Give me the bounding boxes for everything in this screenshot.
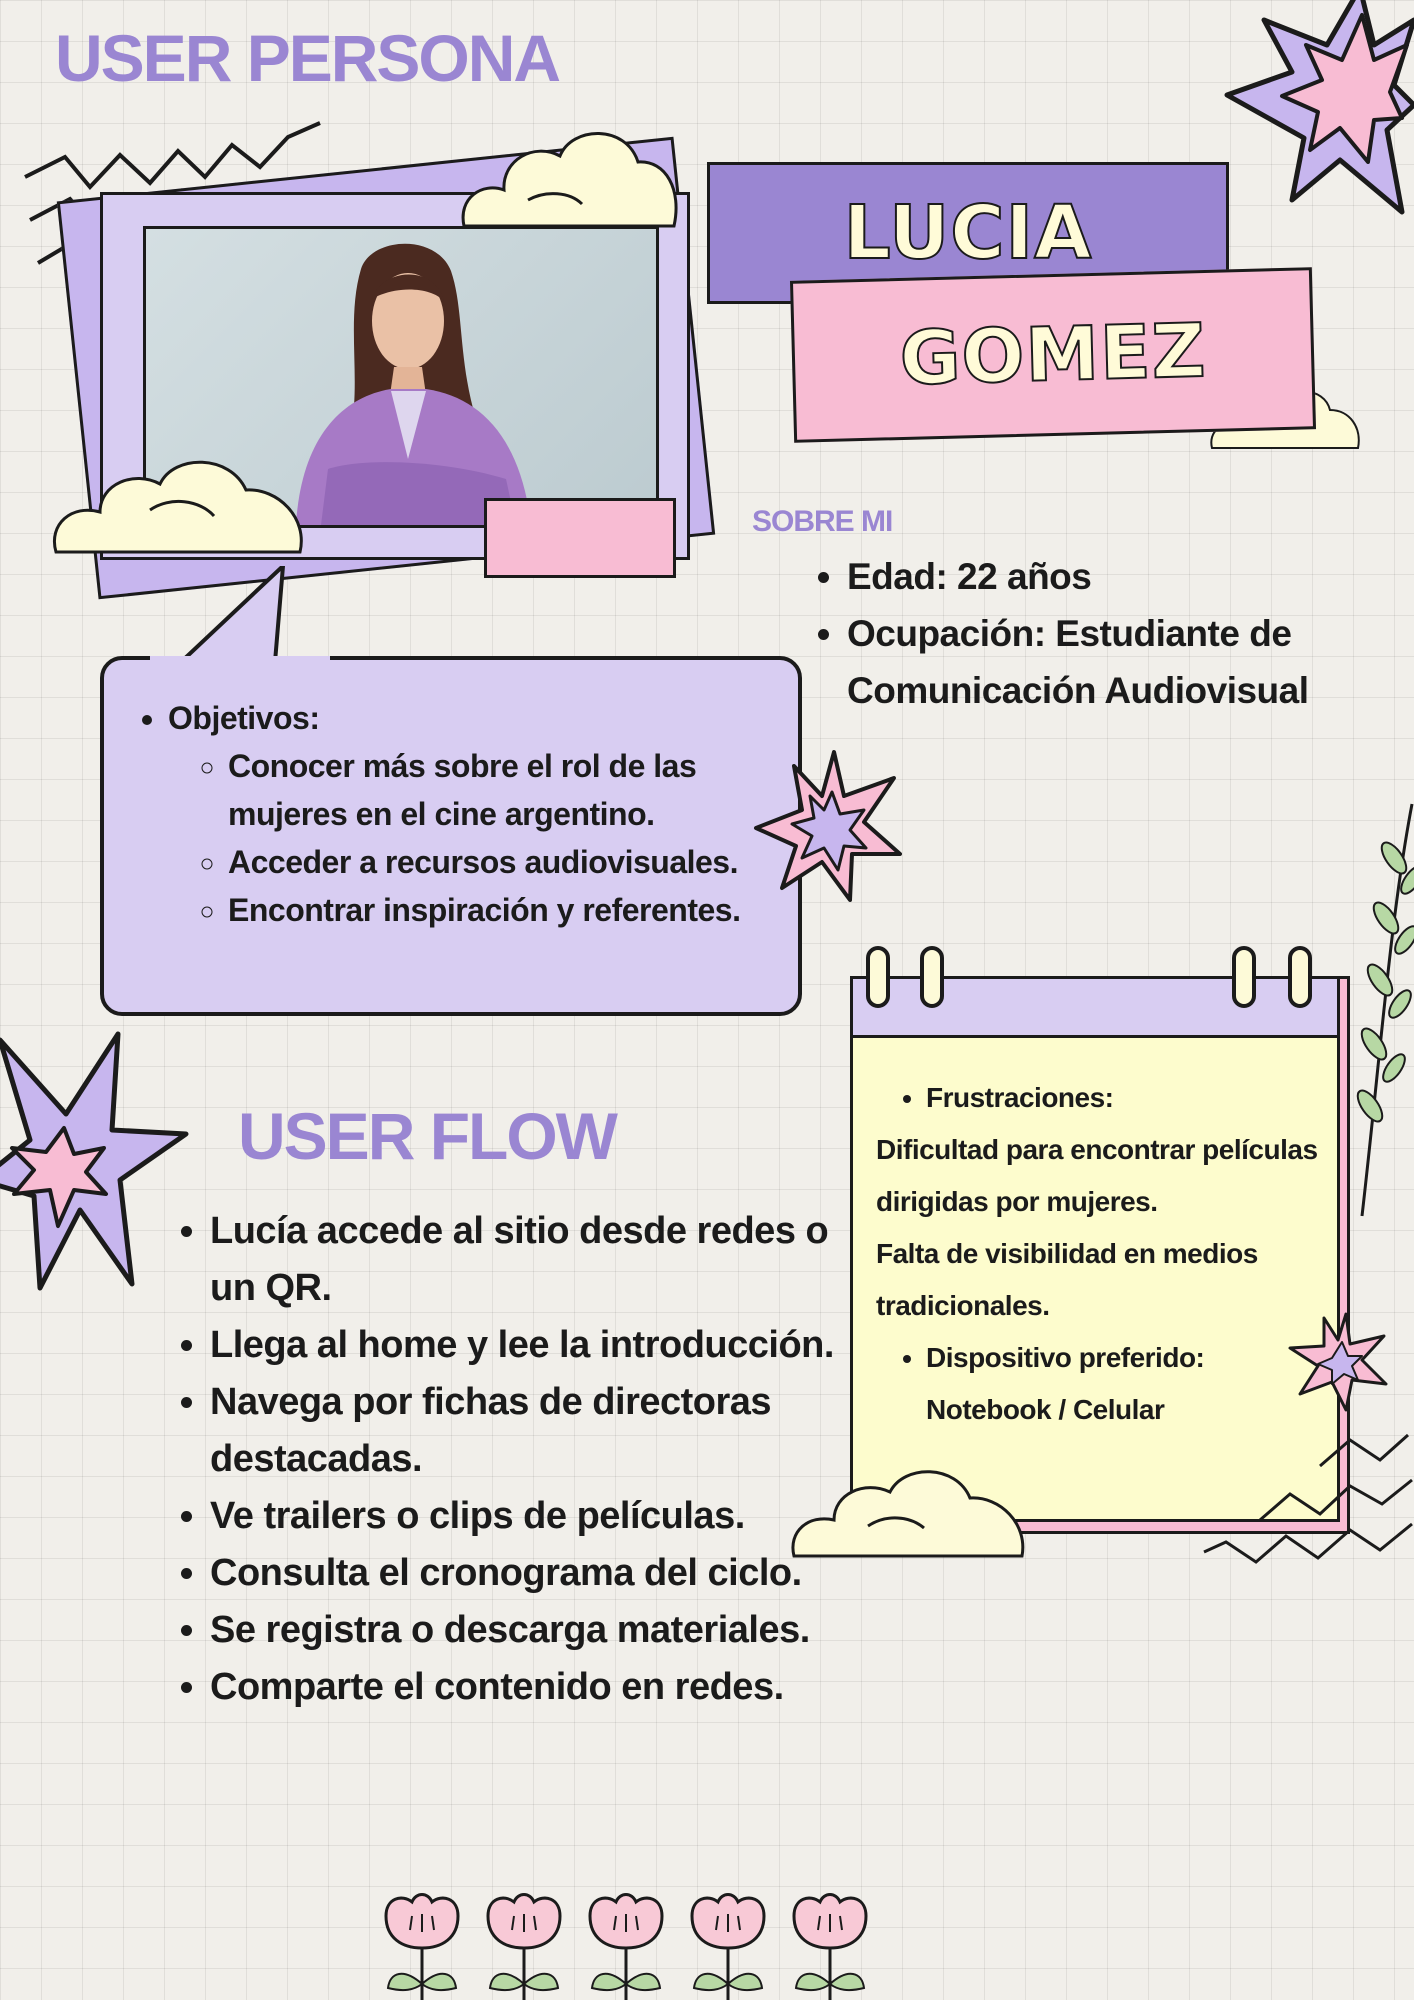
frustration-item: Falta de visibilidad en medios tradicionales. [876,1238,1258,1321]
binder-rings-icon [862,944,1332,1016]
star-icon [0,1030,190,1292]
flow-step: • Consulta el cronograma del ciclo. [210,1545,850,1602]
user-flow-title: USER FLOW [238,1099,616,1173]
speech-bubble-tail [175,566,290,664]
flow-step: • Comparte el contenido en redes. [210,1659,850,1716]
flow-step: • Lucía accede al sitio desde redes o un QR. [210,1203,850,1317]
about-occupation: • Ocupación: Estudiante de Comunicación Audiovisual [847,605,1407,719]
zigzag-lines [1200,1430,1414,1580]
photo-pink-tab [484,498,676,578]
goals-content [132,694,792,934]
about-age: • Edad: 22 años [847,548,1407,605]
goal-item: ◦ Acceder a recursos audiovisuales. [228,838,792,886]
flow-step: • Ve trailers o clips de películas. [210,1488,850,1545]
star-icon [1222,0,1414,222]
star-icon [1286,1310,1390,1414]
goal-item: ◦ Conocer más sobre el rol de las mujeres en el cine argentino. [228,742,792,838]
frustration-item: Dificultad para encontrar películas dirigidas por mujeres. [876,1134,1318,1217]
goals-heading: Objetivos: [168,700,320,736]
user-flow-list [168,1203,850,1716]
vine-plant-icon [1340,800,1414,1220]
flow-step: • Se registra o descarga materiales. [210,1602,850,1659]
flowers-icon [380,1892,870,2000]
star-icon [752,748,902,904]
cloud-icon [50,444,310,556]
device-value: Notebook / Celular [926,1394,1165,1425]
persona-last-name: GOMEZ [790,267,1316,443]
device-heading: Dispositivo preferido: [926,1342,1205,1373]
persona-first-name: LUCIA [707,162,1229,304]
flow-step: • Llega al home y lee la introducción. [210,1317,850,1374]
bubble-tail-joint [150,656,330,668]
notepad-content [876,1072,1326,1436]
frustrations-heading: • Frustraciones: [926,1072,1326,1124]
about-label: SOBRE MI [752,505,893,538]
flow-step: • Navega por fichas de directoras destacadas. [210,1374,850,1488]
goal-item: ◦ Encontrar inspiración y referentes. [228,886,792,934]
about-list [805,548,1407,719]
page-title: USER PERSONA [55,21,560,95]
cloud-icon [458,120,682,230]
